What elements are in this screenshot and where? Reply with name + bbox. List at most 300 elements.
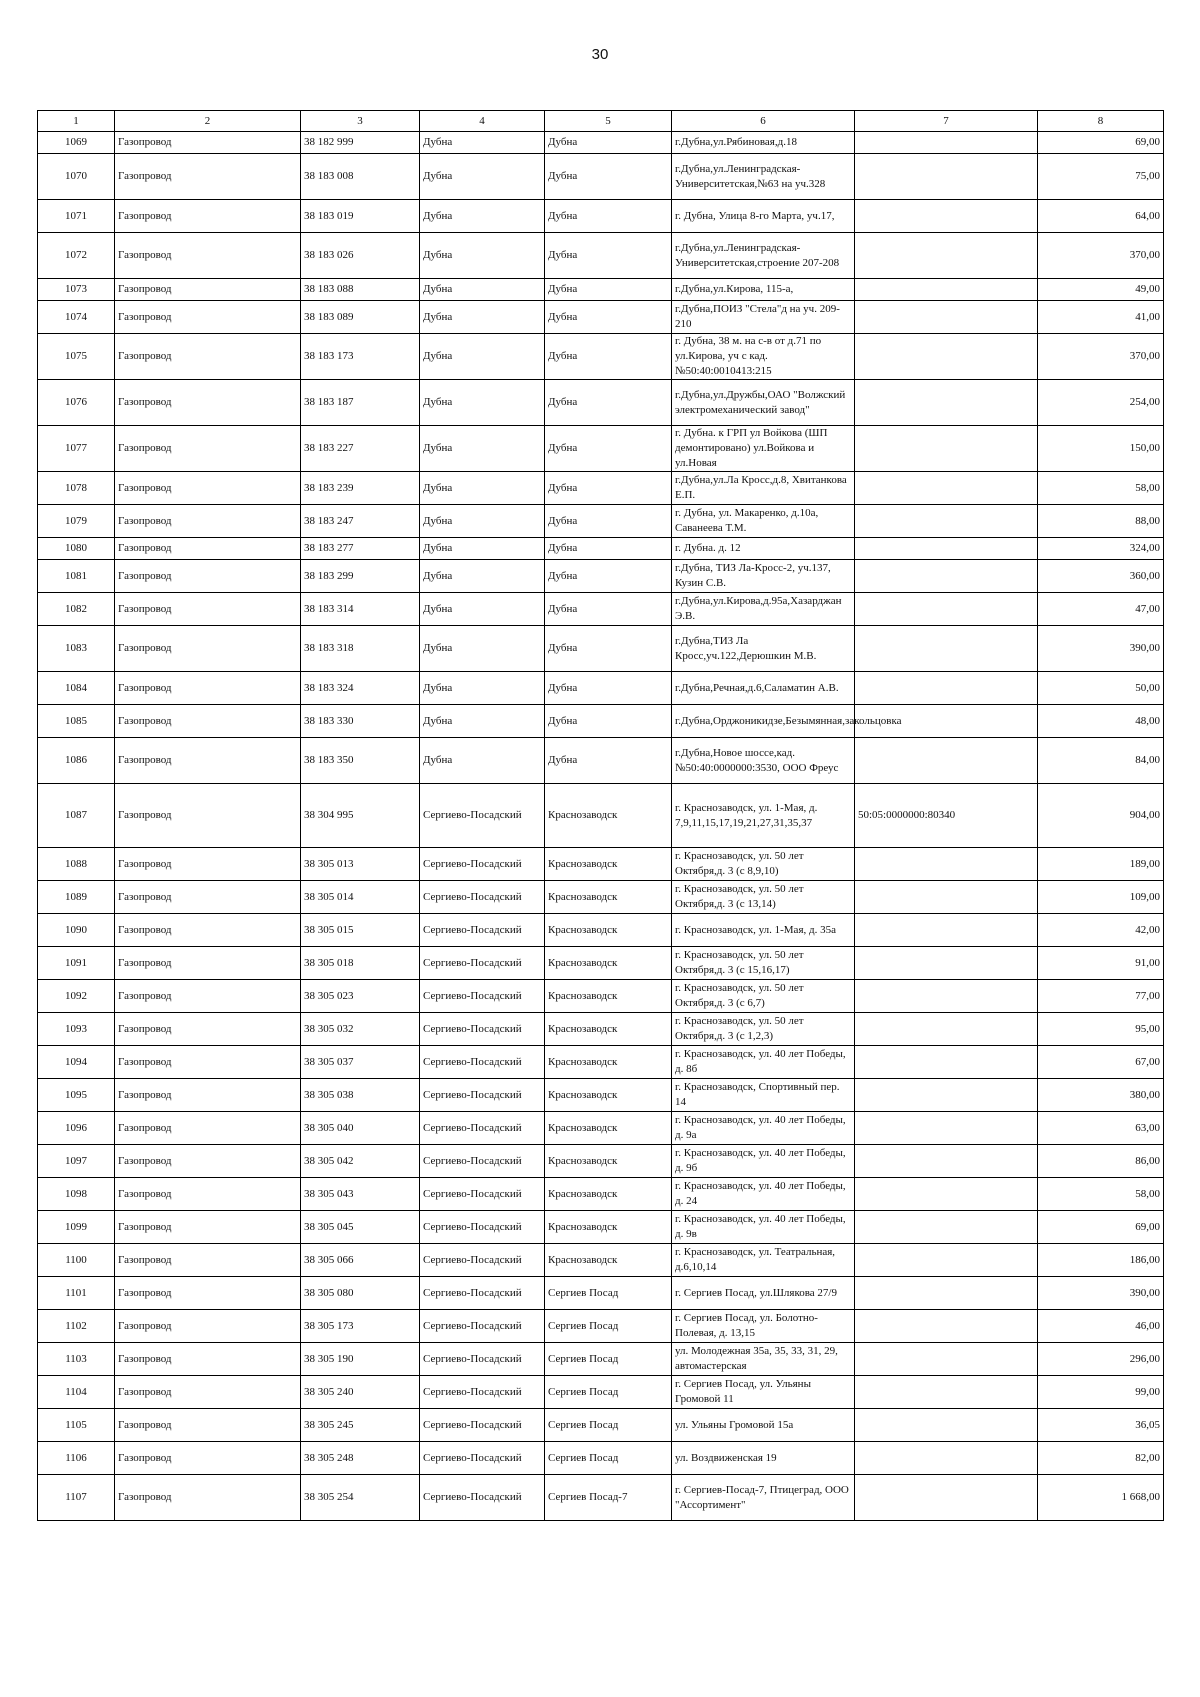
address-cell: г.Дубна,Речная,д.6,Саламатин А.В.: [672, 672, 855, 705]
table-row: [38, 334, 1164, 380]
address-cell: г. Сергиев Посад, ул.Шлякова 27/9: [672, 1277, 855, 1310]
address-cell: г.Дубна,ул.Ленинградская-Университетская,№63 на уч.328: [672, 154, 855, 200]
settlement-name-cell: Дубна: [545, 593, 672, 626]
object-name-cell: Газопровод: [115, 738, 301, 784]
row-number-cell: 1076: [38, 380, 115, 426]
pipeline-length-cell: 64,00: [1038, 200, 1164, 233]
row-number-cell: 1094: [38, 1046, 115, 1079]
district-name-cell: Дубна: [420, 334, 545, 380]
settlement-name-cell: Сергиев Посад: [545, 1310, 672, 1343]
address-cell: г. Краснозаводск, ул. 40 лет Победы, д. 9б: [672, 1145, 855, 1178]
settlement-name-cell: Сергиев Посад-7: [545, 1475, 672, 1521]
object-name-cell: Газопровод: [115, 1079, 301, 1112]
inventory-code-cell: 38 305 040: [301, 1112, 420, 1145]
pipeline-length-cell: 58,00: [1038, 472, 1164, 505]
settlement-name-cell: Краснозаводск: [545, 947, 672, 980]
address-cell: г. Краснозаводск, ул. 40 лет Победы, д. 9в: [672, 1211, 855, 1244]
pipeline-length-cell: 370,00: [1038, 334, 1164, 380]
settlement-name-cell: Сергиев Посад: [545, 1277, 672, 1310]
pipeline-length-cell: 69,00: [1038, 1211, 1164, 1244]
settlement-name-cell: Дубна: [545, 560, 672, 593]
object-name-cell: Газопровод: [115, 1277, 301, 1310]
district-name-cell: Сергиево-Посадский: [420, 1046, 545, 1079]
pipeline-length-cell: 84,00: [1038, 738, 1164, 784]
row-number-cell: 1097: [38, 1145, 115, 1178]
table-row: [38, 505, 1164, 538]
address-cell: г. Дубна. к ГРП ул Войкова (ШП демонтировано) ул.Войкова и ул.Новая: [672, 426, 855, 472]
cadastral-number-cell: [855, 848, 1038, 881]
pipeline-length-cell: 904,00: [1038, 784, 1164, 848]
pipeline-length-cell: 380,00: [1038, 1079, 1164, 1112]
object-name-cell: Газопровод: [115, 848, 301, 881]
address-cell: г. Краснозаводск, ул. 50 лет Октября,д. 3 (с 15,16,17): [672, 947, 855, 980]
district-name-cell: Дубна: [420, 132, 545, 154]
object-name-cell: Газопровод: [115, 1211, 301, 1244]
object-name-cell: Газопровод: [115, 626, 301, 672]
cadastral-number-cell: [855, 132, 1038, 154]
address-cell: г. Дубна, 38 м. на с-в от д.71 по ул.Кирова, уч с кад. №50:40:0010413:215: [672, 334, 855, 380]
header-row: [38, 111, 1164, 132]
table-row: [38, 301, 1164, 334]
row-number-cell: 1103: [38, 1343, 115, 1376]
address-cell: г.Дубна,ул.Кирова,д.95а,Хазарджан Э.В.: [672, 593, 855, 626]
cadastral-number-cell: [855, 1409, 1038, 1442]
object-name-cell: Газопровод: [115, 881, 301, 914]
cadastral-number-cell: [855, 1178, 1038, 1211]
cadastral-number-cell: [855, 738, 1038, 784]
address-cell: г. Сергиев Посад, ул. Ульяны Громовой 11: [672, 1376, 855, 1409]
district-name-cell: Сергиево-Посадский: [420, 1277, 545, 1310]
row-number-cell: 1073: [38, 279, 115, 301]
settlement-name-cell: Дубна: [545, 154, 672, 200]
object-name-cell: Газопровод: [115, 1376, 301, 1409]
cadastral-number-cell: [855, 233, 1038, 279]
row-number-cell: 1082: [38, 593, 115, 626]
settlement-name-cell: Дубна: [545, 538, 672, 560]
settlement-name-cell: Дубна: [545, 626, 672, 672]
row-number-cell: 1101: [38, 1277, 115, 1310]
district-name-cell: Дубна: [420, 593, 545, 626]
table-row: [38, 1343, 1164, 1376]
row-number-cell: 1081: [38, 560, 115, 593]
cadastral-number-cell: [855, 505, 1038, 538]
row-number-cell: 1107: [38, 1475, 115, 1521]
district-name-cell: Сергиево-Посадский: [420, 784, 545, 848]
column-header: 8: [1038, 111, 1164, 132]
settlement-name-cell: Дубна: [545, 426, 672, 472]
cadastral-number-cell: [855, 1277, 1038, 1310]
inventory-code-cell: 38 305 045: [301, 1211, 420, 1244]
district-name-cell: Дубна: [420, 505, 545, 538]
inventory-code-cell: 38 183 239: [301, 472, 420, 505]
inventory-code-cell: 38 305 037: [301, 1046, 420, 1079]
table-row: [38, 881, 1164, 914]
pipeline-length-cell: 370,00: [1038, 233, 1164, 279]
district-name-cell: Сергиево-Посадский: [420, 1409, 545, 1442]
address-cell: г.Дубна, ТИЗ Ла-Кросс-2, уч.137, Кузин С.В.: [672, 560, 855, 593]
object-name-cell: Газопровод: [115, 233, 301, 279]
district-name-cell: Сергиево-Посадский: [420, 1145, 545, 1178]
pipeline-length-cell: 77,00: [1038, 980, 1164, 1013]
object-name-cell: Газопровод: [115, 200, 301, 233]
object-name-cell: Газопровод: [115, 154, 301, 200]
inventory-code-cell: 38 183 324: [301, 672, 420, 705]
settlement-name-cell: Краснозаводск: [545, 1145, 672, 1178]
settlement-name-cell: Дубна: [545, 738, 672, 784]
row-number-cell: 1074: [38, 301, 115, 334]
pipeline-length-cell: 69,00: [1038, 132, 1164, 154]
row-number-cell: 1106: [38, 1442, 115, 1475]
settlement-name-cell: Краснозаводск: [545, 1112, 672, 1145]
cadastral-number-cell: [855, 301, 1038, 334]
cadastral-number-cell: [855, 560, 1038, 593]
settlement-name-cell: Дубна: [545, 279, 672, 301]
address-cell: г.Дубна,ул.Ла Кросс,д.8, Хвитанкова Е.П.: [672, 472, 855, 505]
object-name-cell: Газопровод: [115, 1343, 301, 1376]
settlement-name-cell: Дубна: [545, 132, 672, 154]
inventory-code-cell: 38 305 254: [301, 1475, 420, 1521]
cadastral-number-cell: [855, 1376, 1038, 1409]
table-row: [38, 1475, 1164, 1521]
address-cell: г. Краснозаводск, ул. 50 лет Октября,д. 3 (с 6,7): [672, 980, 855, 1013]
table-row: [38, 1145, 1164, 1178]
row-number-cell: 1105: [38, 1409, 115, 1442]
inventory-code-cell: 38 183 187: [301, 380, 420, 426]
table-row: [38, 1277, 1164, 1310]
district-name-cell: Сергиево-Посадский: [420, 1244, 545, 1277]
object-name-cell: Газопровод: [115, 1244, 301, 1277]
row-number-cell: 1071: [38, 200, 115, 233]
cadastral-number-cell: [855, 1343, 1038, 1376]
column-header: 2: [115, 111, 301, 132]
cadastral-number-cell: [855, 593, 1038, 626]
inventory-code-cell: 38 182 999: [301, 132, 420, 154]
district-name-cell: Дубна: [420, 233, 545, 279]
inventory-code-cell: 38 305 018: [301, 947, 420, 980]
settlement-name-cell: Краснозаводск: [545, 881, 672, 914]
district-name-cell: Дубна: [420, 279, 545, 301]
row-number-cell: 1099: [38, 1211, 115, 1244]
pipeline-length-cell: 360,00: [1038, 560, 1164, 593]
cadastral-number-cell: [855, 380, 1038, 426]
address-cell: г.Дубна,ТИЗ Ла Кросс,уч.122,Дерюшкин М.В.: [672, 626, 855, 672]
inventory-code-cell: 38 305 080: [301, 1277, 420, 1310]
table-row: [38, 1244, 1164, 1277]
pipeline-length-cell: 109,00: [1038, 881, 1164, 914]
district-name-cell: Сергиево-Посадский: [420, 1310, 545, 1343]
inventory-code-cell: 38 305 013: [301, 848, 420, 881]
address-cell: г.Дубна,ул.Кирова, 115-а,: [672, 279, 855, 301]
pipeline-length-cell: 47,00: [1038, 593, 1164, 626]
cadastral-number-cell: [855, 1046, 1038, 1079]
address-cell: ул. Молодежная 35а, 35, 33, 31, 29, автомастерская: [672, 1343, 855, 1376]
object-name-cell: Газопровод: [115, 505, 301, 538]
pipeline-length-cell: 63,00: [1038, 1112, 1164, 1145]
inventory-code-cell: 38 305 015: [301, 914, 420, 947]
settlement-name-cell: Краснозаводск: [545, 1046, 672, 1079]
settlement-name-cell: Дубна: [545, 672, 672, 705]
inventory-code-cell: 38 305 042: [301, 1145, 420, 1178]
table-row: [38, 947, 1164, 980]
row-number-cell: 1098: [38, 1178, 115, 1211]
pipeline-length-cell: 36,05: [1038, 1409, 1164, 1442]
table-row: [38, 1013, 1164, 1046]
pipeline-length-cell: 186,00: [1038, 1244, 1164, 1277]
object-name-cell: Газопровод: [115, 593, 301, 626]
cadastral-number-cell: [855, 538, 1038, 560]
district-name-cell: Сергиево-Посадский: [420, 1343, 545, 1376]
row-number-cell: 1100: [38, 1244, 115, 1277]
district-name-cell: Сергиево-Посадский: [420, 848, 545, 881]
pipeline-length-cell: 58,00: [1038, 1178, 1164, 1211]
table-row: [38, 380, 1164, 426]
cadastral-number-cell: [855, 626, 1038, 672]
settlement-name-cell: Краснозаводск: [545, 1178, 672, 1211]
object-name-cell: Газопровод: [115, 1145, 301, 1178]
row-number-cell: 1069: [38, 132, 115, 154]
inventory-code-cell: 38 305 245: [301, 1409, 420, 1442]
row-number-cell: 1070: [38, 154, 115, 200]
table-row: [38, 738, 1164, 784]
district-name-cell: Сергиево-Посадский: [420, 914, 545, 947]
pipeline-length-cell: 95,00: [1038, 1013, 1164, 1046]
pipeline-length-cell: 324,00: [1038, 538, 1164, 560]
inventory-code-cell: 38 305 014: [301, 881, 420, 914]
address-cell: г.Дубна,ул.Ленинградская-Университетская,строение 207-208: [672, 233, 855, 279]
inventory-code-cell: 38 183 227: [301, 426, 420, 472]
inventory-code-cell: 38 183 247: [301, 505, 420, 538]
column-header: 7: [855, 111, 1038, 132]
pipeline-length-cell: 1 668,00: [1038, 1475, 1164, 1521]
table-row: [38, 132, 1164, 154]
inventory-code-cell: 38 183 008: [301, 154, 420, 200]
row-number-cell: 1085: [38, 705, 115, 738]
district-name-cell: Сергиево-Посадский: [420, 1112, 545, 1145]
inventory-code-cell: 38 183 299: [301, 560, 420, 593]
row-number-cell: 1075: [38, 334, 115, 380]
inventory-code-cell: 38 305 023: [301, 980, 420, 1013]
object-name-cell: Газопровод: [115, 1178, 301, 1211]
settlement-name-cell: Краснозаводск: [545, 784, 672, 848]
cadastral-number-cell: [855, 672, 1038, 705]
settlement-name-cell: Сергиев Посад: [545, 1343, 672, 1376]
address-cell: г. Сергиев-Посад-7, Птицеград, ООО "Ассортимент": [672, 1475, 855, 1521]
settlement-name-cell: Краснозаводск: [545, 1079, 672, 1112]
table-row: [38, 1046, 1164, 1079]
cadastral-number-cell: [855, 1442, 1038, 1475]
object-name-cell: Газопровод: [115, 705, 301, 738]
inventory-code-cell: 38 183 019: [301, 200, 420, 233]
district-name-cell: Сергиево-Посадский: [420, 1475, 545, 1521]
pipeline-length-cell: 390,00: [1038, 626, 1164, 672]
address-cell: г. Краснозаводск, ул. 40 лет Победы, д. 8б: [672, 1046, 855, 1079]
object-name-cell: Газопровод: [115, 1013, 301, 1046]
row-number-cell: 1096: [38, 1112, 115, 1145]
address-cell: г. Дубна, ул. Макаренко, д.10а, Саванеева Т.М.: [672, 505, 855, 538]
district-name-cell: Сергиево-Посадский: [420, 947, 545, 980]
row-number-cell: 1088: [38, 848, 115, 881]
settlement-name-cell: Дубна: [545, 334, 672, 380]
gas-pipeline-registry-table: [37, 110, 1164, 1521]
district-name-cell: Дубна: [420, 154, 545, 200]
object-name-cell: Газопровод: [115, 1112, 301, 1145]
settlement-name-cell: Дубна: [545, 472, 672, 505]
object-name-cell: Газопровод: [115, 380, 301, 426]
table-row: [38, 914, 1164, 947]
district-name-cell: Дубна: [420, 426, 545, 472]
settlement-name-cell: Дубна: [545, 200, 672, 233]
inventory-code-cell: 38 183 088: [301, 279, 420, 301]
row-number-cell: 1072: [38, 233, 115, 279]
pipeline-length-cell: 42,00: [1038, 914, 1164, 947]
inventory-code-cell: 38 305 038: [301, 1079, 420, 1112]
inventory-code-cell: 38 305 240: [301, 1376, 420, 1409]
address-cell: г.Дубна,Орджоникидзе,Безымянная,закольцовка: [672, 705, 855, 738]
cadastral-number-cell: [855, 914, 1038, 947]
district-name-cell: Сергиево-Посадский: [420, 1442, 545, 1475]
settlement-name-cell: Краснозаводск: [545, 1244, 672, 1277]
cadastral-number-cell: [855, 1244, 1038, 1277]
address-cell: г.Дубна,Новое шоссе,кад.№50:40:0000000:3530, ООО Фреус: [672, 738, 855, 784]
settlement-name-cell: Сергиев Посад: [545, 1409, 672, 1442]
object-name-cell: Газопровод: [115, 980, 301, 1013]
column-header: 3: [301, 111, 420, 132]
district-name-cell: Дубна: [420, 301, 545, 334]
address-cell: г.Дубна,ПОИЗ "Стела"д на уч. 209-210: [672, 301, 855, 334]
table-row: [38, 472, 1164, 505]
row-number-cell: 1079: [38, 505, 115, 538]
cadastral-number-cell: [855, 1310, 1038, 1343]
table-row: [38, 560, 1164, 593]
pipeline-length-cell: 41,00: [1038, 301, 1164, 334]
district-name-cell: Дубна: [420, 472, 545, 505]
inventory-code-cell: 38 183 330: [301, 705, 420, 738]
object-name-cell: Газопровод: [115, 914, 301, 947]
column-header: 5: [545, 111, 672, 132]
object-name-cell: Газопровод: [115, 1475, 301, 1521]
cadastral-number-cell: [855, 200, 1038, 233]
column-header: 6: [672, 111, 855, 132]
page-number: 30: [591, 46, 609, 63]
settlement-name-cell: Краснозаводск: [545, 848, 672, 881]
table-row: [38, 1178, 1164, 1211]
table-row: [38, 593, 1164, 626]
inventory-code-cell: 38 183 026: [301, 233, 420, 279]
pipeline-length-cell: 390,00: [1038, 1277, 1164, 1310]
address-cell: г.Дубна,ул.Рябиновая,д.18: [672, 132, 855, 154]
object-name-cell: Газопровод: [115, 1409, 301, 1442]
district-name-cell: Дубна: [420, 672, 545, 705]
object-name-cell: Газопровод: [115, 472, 301, 505]
object-name-cell: Газопровод: [115, 279, 301, 301]
district-name-cell: Дубна: [420, 200, 545, 233]
district-name-cell: Сергиево-Посадский: [420, 1211, 545, 1244]
object-name-cell: Газопровод: [115, 1310, 301, 1343]
table-row: [38, 279, 1164, 301]
cadastral-number-cell: [855, 154, 1038, 200]
cadastral-number-cell: [855, 947, 1038, 980]
pipeline-length-cell: 67,00: [1038, 1046, 1164, 1079]
row-number-cell: 1080: [38, 538, 115, 560]
cadastral-number-cell: [855, 426, 1038, 472]
district-name-cell: Дубна: [420, 626, 545, 672]
row-number-cell: 1083: [38, 626, 115, 672]
settlement-name-cell: Дубна: [545, 705, 672, 738]
table-row: [38, 1442, 1164, 1475]
district-name-cell: Дубна: [420, 538, 545, 560]
object-name-cell: Газопровод: [115, 947, 301, 980]
district-name-cell: Сергиево-Посадский: [420, 1079, 545, 1112]
pipeline-length-cell: 254,00: [1038, 380, 1164, 426]
settlement-name-cell: Дубна: [545, 233, 672, 279]
row-number-cell: 1090: [38, 914, 115, 947]
table-row: [38, 1211, 1164, 1244]
table-row: [38, 705, 1164, 738]
table-row: [38, 1376, 1164, 1409]
district-name-cell: Сергиево-Посадский: [420, 1013, 545, 1046]
object-name-cell: Газопровод: [115, 301, 301, 334]
column-header: 1: [38, 111, 115, 132]
cadastral-number-cell: 50:05:0000000:80340: [855, 784, 1038, 848]
table-row: [38, 538, 1164, 560]
object-name-cell: Газопровод: [115, 672, 301, 705]
table-row: [38, 1409, 1164, 1442]
row-number-cell: 1091: [38, 947, 115, 980]
object-name-cell: Газопровод: [115, 560, 301, 593]
cadastral-number-cell: [855, 472, 1038, 505]
settlement-name-cell: Краснозаводск: [545, 1013, 672, 1046]
inventory-code-cell: 38 305 173: [301, 1310, 420, 1343]
settlement-name-cell: Краснозаводск: [545, 914, 672, 947]
inventory-code-cell: 38 183 318: [301, 626, 420, 672]
settlement-name-cell: Краснозаводск: [545, 980, 672, 1013]
district-name-cell: Сергиево-Посадский: [420, 881, 545, 914]
settlement-name-cell: Дубна: [545, 380, 672, 426]
inventory-code-cell: 38 305 066: [301, 1244, 420, 1277]
inventory-code-cell: 38 305 032: [301, 1013, 420, 1046]
pipeline-length-cell: 86,00: [1038, 1145, 1164, 1178]
inventory-code-cell: 38 304 995: [301, 784, 420, 848]
pipeline-length-cell: 99,00: [1038, 1376, 1164, 1409]
table-row: [38, 672, 1164, 705]
row-number-cell: 1086: [38, 738, 115, 784]
object-name-cell: Газопровод: [115, 784, 301, 848]
pipeline-length-cell: 88,00: [1038, 505, 1164, 538]
table-row: [38, 154, 1164, 200]
settlement-name-cell: Сергиев Посад: [545, 1376, 672, 1409]
address-cell: г. Дубна. д. 12: [672, 538, 855, 560]
cadastral-number-cell: [855, 1475, 1038, 1521]
cadastral-number-cell: [855, 1079, 1038, 1112]
column-header: 4: [420, 111, 545, 132]
district-name-cell: Дубна: [420, 738, 545, 784]
inventory-code-cell: 38 305 043: [301, 1178, 420, 1211]
object-name-cell: Газопровод: [115, 538, 301, 560]
pipeline-length-cell: 50,00: [1038, 672, 1164, 705]
cadastral-number-cell: [855, 334, 1038, 380]
settlement-name-cell: Дубна: [545, 301, 672, 334]
inventory-code-cell: 38 183 350: [301, 738, 420, 784]
object-name-cell: Газопровод: [115, 1046, 301, 1079]
table-row: [38, 848, 1164, 881]
table-row: [38, 233, 1164, 279]
address-cell: г. Краснозаводск, ул. 50 лет Октября,д. 3 (с 1,2,3): [672, 1013, 855, 1046]
cadastral-number-cell: [855, 1211, 1038, 1244]
district-name-cell: Сергиево-Посадский: [420, 980, 545, 1013]
district-name-cell: Дубна: [420, 560, 545, 593]
address-cell: г. Краснозаводск, ул. Театральная, д.6,10,14: [672, 1244, 855, 1277]
address-cell: г. Краснозаводск, Спортивный пер. 14: [672, 1079, 855, 1112]
